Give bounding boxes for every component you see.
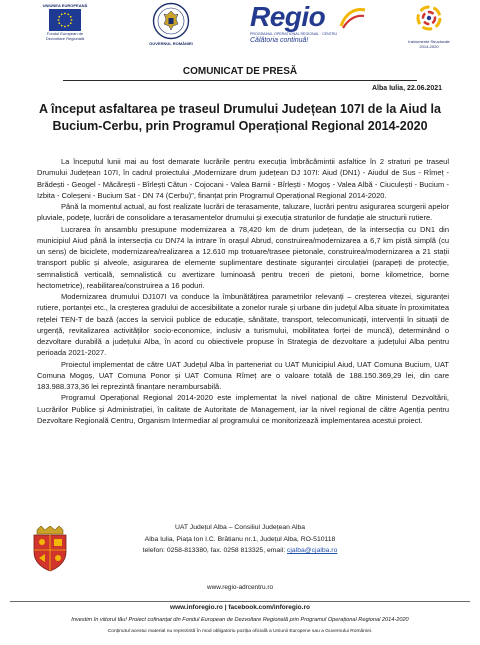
eu-logo [40, 3, 90, 41]
release-date: Alba Iulia, 22.06.2021 [371, 85, 442, 92]
footer-divider [10, 601, 470, 602]
document-body [37, 156, 449, 426]
document-title [30, 101, 450, 135]
content-disclaimer: Conținutul acestui material nu reprezintă în mod obligatoriu poziția oficială a Uniunii Europene sau a Guvernului României. [107, 629, 373, 634]
paragraph-5: Proiectul implementat de către UAT Județul Alba în parteneriat cu UAT Municipiul Aiud, UAT Comuna Bucium, UAT Comuna Mogoș, UAT Comuna Ponor și UAT Comuna Rîmeț are o valoare totală de 188.150.369,29 lei, din care 183.988.373,36 lei reprezintă finanțare nerambursabilă. [37, 359, 449, 391]
contact-block [0, 522, 480, 557]
document-title-line-2: Bucium-Cerbu, prin Programul Operațional Regional 2014-2020 [52, 119, 428, 133]
press-release-heading: COMUNICAT DE PRESĂ [182, 66, 298, 77]
heading-divider [63, 80, 417, 81]
organization-address: Alba Iulia, Piața Ion I.C. Brătianu nr.1, Județul Alba, RO-510118 [144, 535, 336, 543]
paragraph-3: Lucrarea în ansamblu presupune modernizarea a 78,420 km de drum județean, de la intersecția cu DN1 din municipiul Aiud până la intersecția cu DN74 la intrare în orașul Abrud, construirea/modernizarea a 6,7 km pistă simplă (cu un sens) de biciclete, modernizarea/realizarea a 12.610 mp trotuare/trasee pietonale, construirea/modernizarea a 21 stații transport public și alveole, asigurarea de elemente suplimentare destinate siguranței circulației (parapeți de protecție, semnalistică verticală, semnalistică cu avertizare luminoasă pentru treceri de pietoni, borne kilometrice, borne hectometrice), reabilitarea/construirea a 16 poduri. [37, 224, 449, 290]
structural-instruments-logo [403, 4, 455, 49]
phone-fax-text: telefon: 0258-813380, fax. 0258 813325, email: [142, 547, 287, 554]
paragraph-4: Modernizarea drumului DJ107I va conduce la îmbunătățirea parametrilor relevanți – creșterea vitezei, siguranței rutiere, portanței etc., la creșterea gradului de accesibilitate a zonelor rurale și urbane din județul Alba situate în proximitatea rețelei TEN-T de bază (acces la servicii publice de educație, sănătate, transport, telecomunicații, intervenții în situații de urgență, revitalizarea activităților socio-economice, inclusiv a turismului, mobilitatea forței de muncă), determinând o dezvoltare durabilă a județului Alba, în acord cu obiectivele propuse în Strategia de dezvoltare a județului Alba pentru perioada 2021-2027. [37, 292, 449, 358]
structural-instruments-icon [412, 4, 446, 34]
structural-instruments-line-1: Instrumente Structurale [408, 39, 450, 44]
cofinancing-disclaimer: Investim în viitorul tău! Proiect cofinanțat din Fondul European de Dezvoltare Regională prin Programul Operațional Regional 2014-2020 [71, 617, 409, 623]
paragraph-1: La începutul lunii mai au fost demarate lucrările pentru execuția îmbrăcămintii asfaltice în 2 straturi pe traseul Drumului Județean 107I, în cadrul proiectului „Modernizare drum județean DJ 107I: Aiud (DN1) - Aiudul de Sus - Rîmeț - Brădești - Geogel - Măcărești - Bîrlești Cătun - Cojocani - Valea Barnii - Bîrlești - Mogoș - Valea Albă - Ciuculești - Bucium - Izbita - Coleșeni - Bucium Sat - DN 74 (Cerbu)", finanțat prin Programul Operațional Regional 2014-2020. [37, 157, 449, 200]
paragraph-6: Programul Operațional Regional 2014-2020 este implementat la nivel național de către Ministerul Dezvoltării, Lucrărilor Publice și Administrației, în calitate de Autoritate de Management, iar la nivel regional de către Agenția pentru Dezvoltare Regională Centru, Organism Intermediar al programului ce monitorizează implementarea acestui proiect. [37, 393, 449, 425]
regio-swirl-icon [338, 6, 368, 30]
government-logo-label: GUVERNUL ROMÂNIEI [149, 41, 193, 46]
regio-slogan: Călătoria continuă! [250, 37, 309, 44]
regio-website-link[interactable]: www.regio-adrcentru.ro [206, 584, 274, 591]
paragraph-2: Până la momentul actual, au fost realizate lucrări de terasamente, taluzare, lucrări pentru asigurarea scurgerii apelor pluviale, podețe, lucrări de consolidare a terasamentelor drumului și execuția straturilor de fundație ale structurii rutiere. [37, 202, 449, 223]
eu-flag-icon [49, 9, 81, 31]
government-seal-icon [151, 2, 191, 40]
inforegio-links[interactable]: www.inforegio.ro | facebook.com/inforegio.ro [170, 604, 310, 611]
email-link[interactable]: cjalba@cjalba.ro [287, 547, 338, 554]
document-title-line-1: A început asfaltarea pe traseul Drumului Județean 107I de la Aiud la [39, 102, 441, 116]
structural-instruments-line-2: 2014-2020 [419, 44, 439, 49]
eu-logo-line-1: Fondul European de [46, 31, 84, 36]
organization-name: UAT Județul Alba – Consiliul Județean Alba [174, 524, 306, 531]
eu-logo-title: UNIUNEA EUROPEANĂ [42, 3, 88, 8]
regio-wordmark: Regio [250, 1, 326, 32]
contact-line [0, 545, 480, 557]
eu-logo-line-2: Dezvoltare Regională [45, 35, 85, 41]
regio-program-text: PROGRAMUL OPERAȚIONAL REGIONAL · CENTRU [250, 32, 338, 36]
government-logo [145, 2, 197, 46]
